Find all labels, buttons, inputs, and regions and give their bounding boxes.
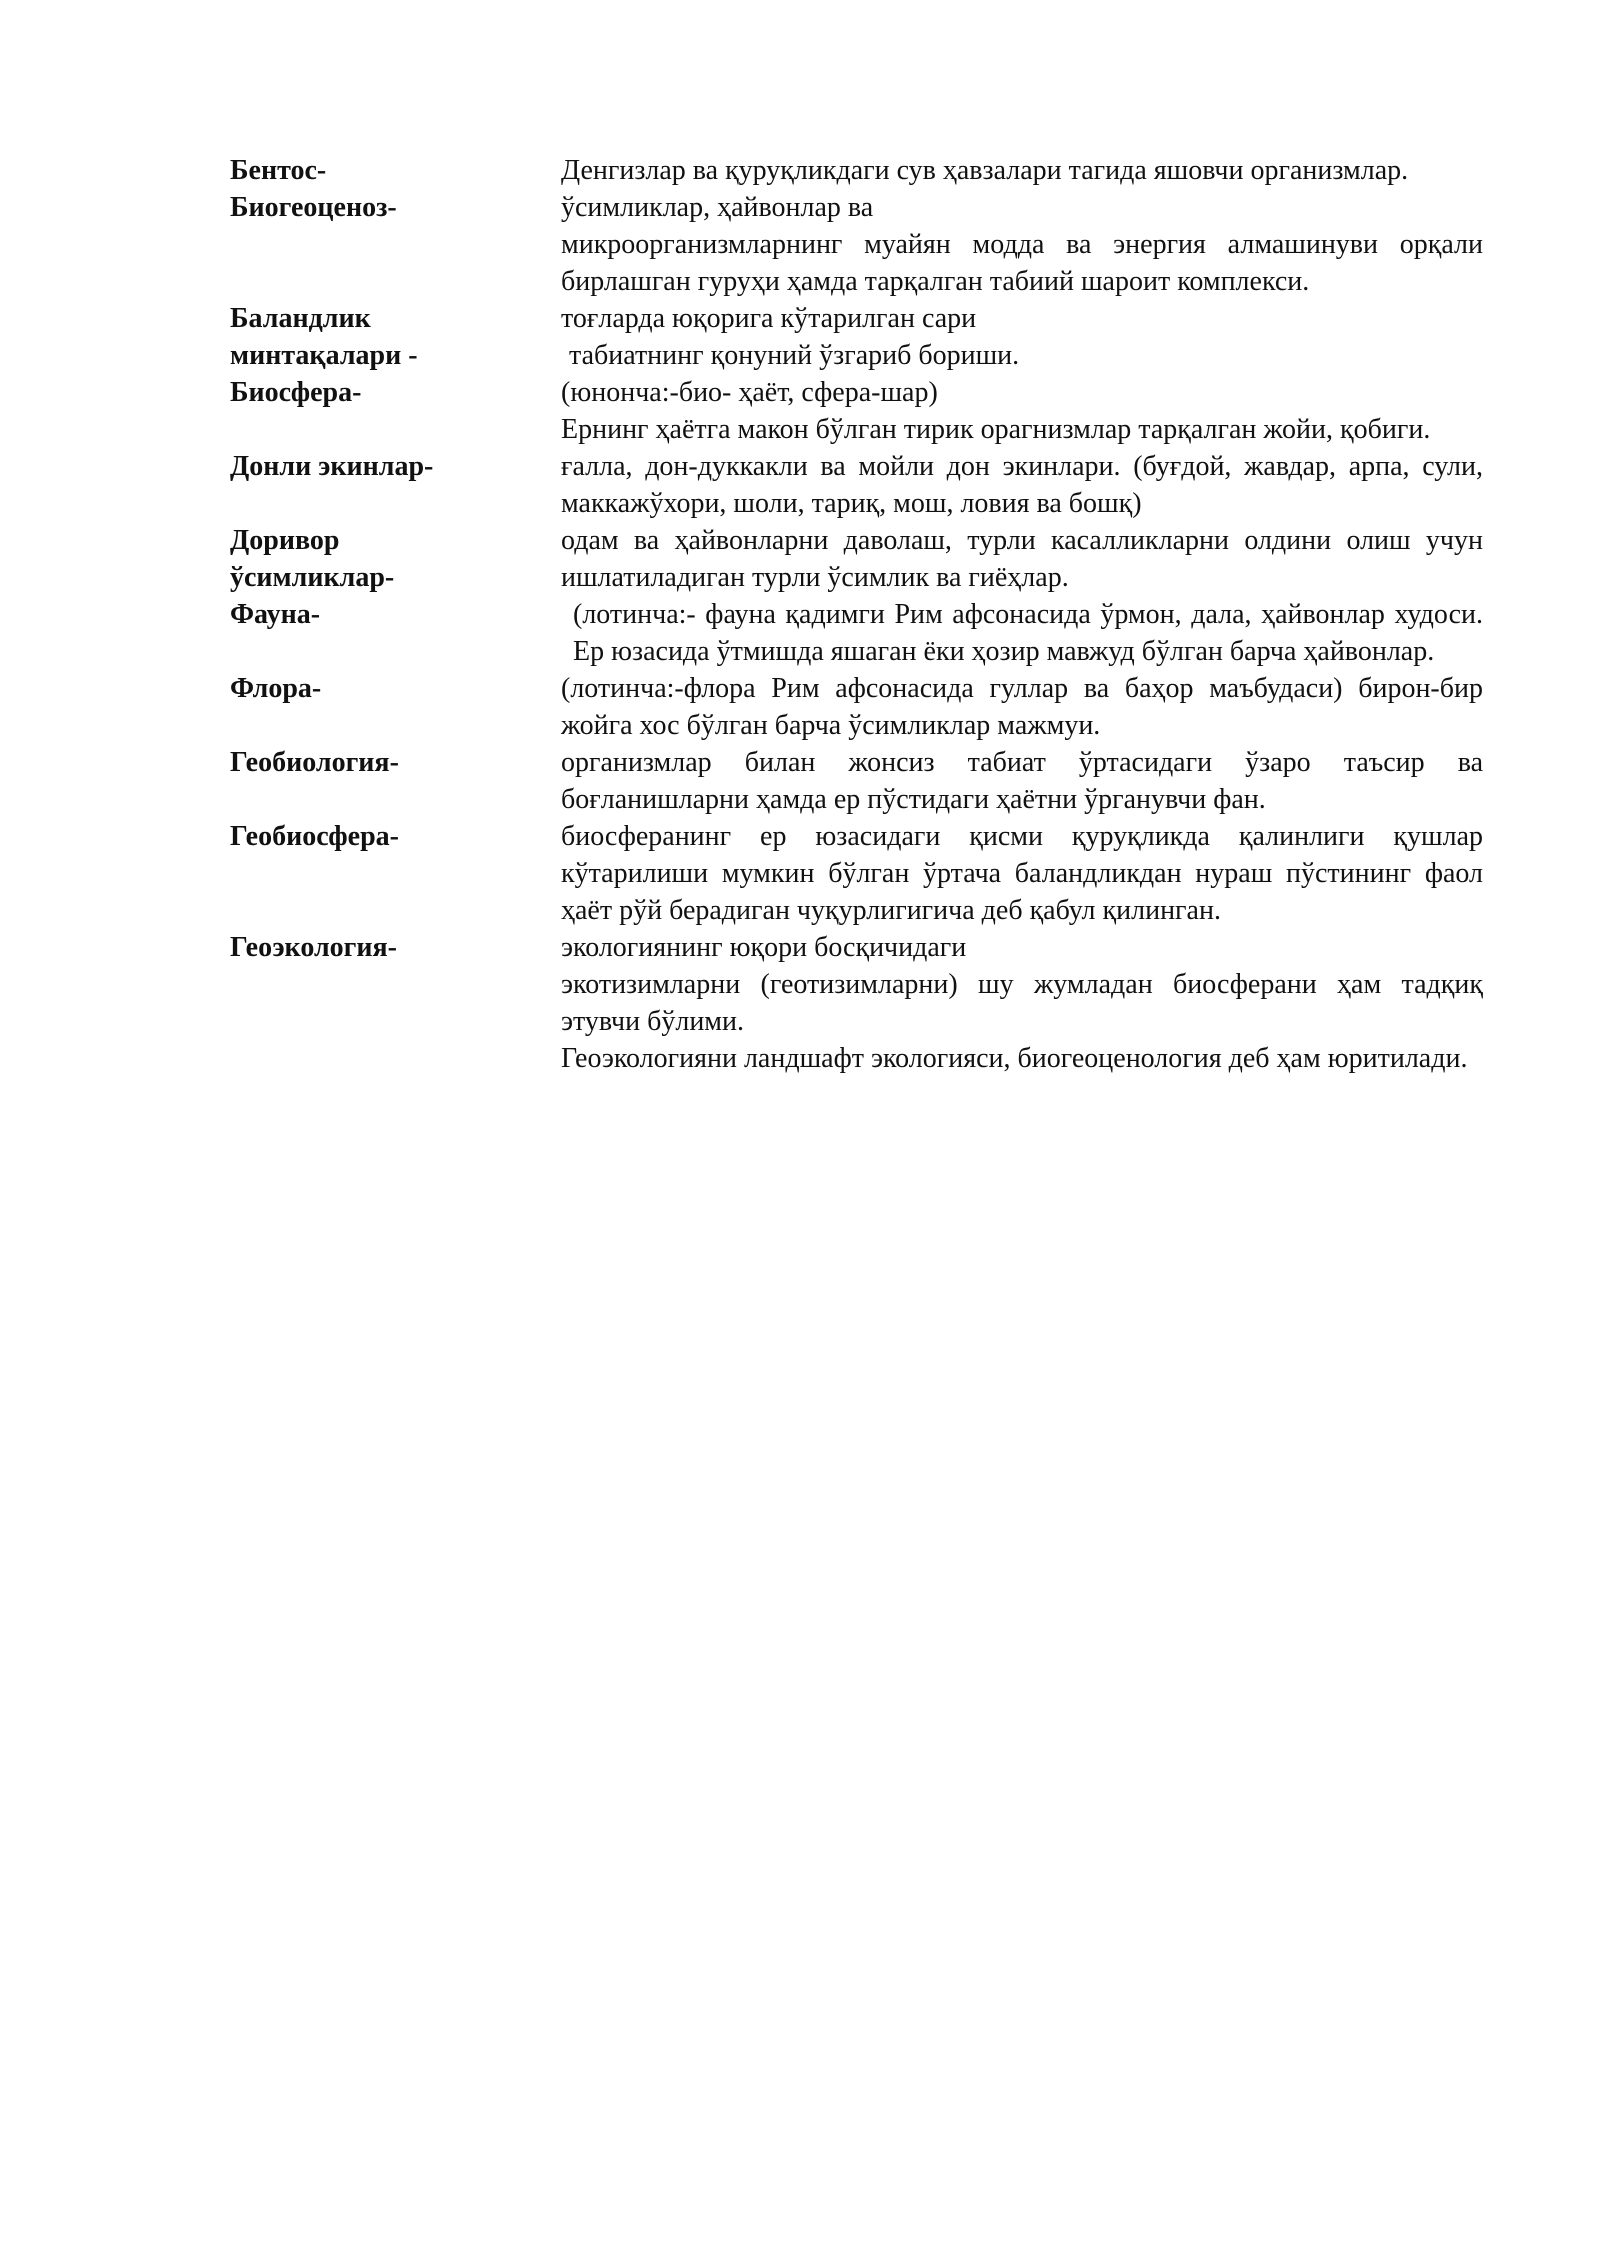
definition xyxy=(561,818,1483,929)
term-line: Баландлик xyxy=(230,303,371,334)
definition-line: биосферанинг ер юзасидаги қисми қуруқликда қалинлиги қушлар кўтарилиши мумкин бўлган ўртача баландликдан нураш пўстининг фаол ҳаёт рўй берадиган чуқурлигигича деб қабул қилинган. xyxy=(561,821,1483,926)
definition-line: (лотинча:- фауна қадимги Рим афсонасида ўрмон, дала, ҳайвонлар худоси. Ер юзасида ўтмишда яшаган ёки ҳозир мавжуд бўлган барча ҳайвонлар. xyxy=(573,599,1483,667)
term xyxy=(230,374,561,411)
definition xyxy=(561,670,1483,744)
definition xyxy=(561,152,1483,189)
glossary-entry xyxy=(230,300,1483,374)
definition-line: (юнонча:-био- ҳаёт, сфера-шар) xyxy=(561,377,938,408)
glossary-entry xyxy=(230,152,1483,189)
term-line: Биосфера- xyxy=(230,377,362,408)
term xyxy=(230,929,561,966)
definition xyxy=(561,522,1483,596)
definition-line: микроорганизмларнинг муайян модда ва энергия алмашинуви орқали бирлашган гуруҳи ҳамда тарқалган табиий шароит комплекси. xyxy=(561,229,1483,297)
term xyxy=(230,300,561,374)
definition-line: ўсимликлар, ҳайвонлар ва xyxy=(561,192,874,223)
term xyxy=(230,744,561,781)
term-line: Флора- xyxy=(230,673,322,704)
definition-line: организмлар билан жонсиз табиат ўртасидаги ўзаро таъсир ва боғланишларни ҳамда ер пўстидаги ҳаётни ўрганувчи фан. xyxy=(561,747,1483,815)
definition xyxy=(561,374,1483,448)
term xyxy=(230,522,561,596)
definition xyxy=(561,189,1483,300)
definition xyxy=(561,744,1483,818)
term-line: Биогеоценоз- xyxy=(230,192,397,223)
definition xyxy=(561,596,1483,670)
term xyxy=(230,818,561,855)
term xyxy=(230,448,561,485)
glossary-entry xyxy=(230,448,1483,522)
definition-line: Денгизлар ва қуруқликдаги сув ҳавзалари тагида яшовчи организмлар. xyxy=(561,155,1409,186)
definition-line: одам ва ҳайвонларни даволаш, турли касалликларни олдини олиш учун ишлатиладиган турли ўсимлик ва гиёҳлар. xyxy=(561,525,1483,593)
definition xyxy=(561,300,1483,374)
term xyxy=(230,152,561,189)
term xyxy=(230,670,561,707)
glossary-entry xyxy=(230,522,1483,596)
definition-line: тоғларда юқорига кўтарилган сари xyxy=(561,303,977,334)
definition-line: Геоэкологияни ландшафт экологияси, биогеоценология деб ҳам юритилади. xyxy=(561,1043,1468,1074)
glossary xyxy=(230,152,1483,1077)
term-line: Геобиология- xyxy=(230,747,399,778)
term-line: Доривор xyxy=(230,525,340,556)
definition-line: экологиянинг юқори босқичидаги xyxy=(561,932,967,963)
term-line: Бентос- xyxy=(230,155,327,186)
glossary-entry xyxy=(230,596,1483,670)
definition-line: экотизимларни (геотизимларни) шу жумладан биосферани ҳам тадқиқ этувчи бўлими. xyxy=(561,969,1483,1037)
definition-line: Ернинг ҳаётга макон бўлган тирик орагнизмлар тарқалган жойи, қобиги. xyxy=(561,414,1431,445)
definition-line: (лотинча:-флора Рим афсонасида гуллар ва баҳор маъбудаси) бирон-бир жойга хос бўлган барча ўсимликлар мажмуи. xyxy=(561,673,1483,741)
glossary-entry xyxy=(230,818,1483,929)
glossary-entry xyxy=(230,670,1483,744)
glossary-entry xyxy=(230,929,1483,1077)
definition xyxy=(561,448,1483,522)
definition xyxy=(561,929,1483,1077)
term-line: ўсимликлар- xyxy=(230,562,395,593)
term xyxy=(230,189,561,226)
term-line: минтақалари - xyxy=(230,340,418,371)
term-line: Геобиосфера- xyxy=(230,821,399,852)
glossary-entry xyxy=(230,189,1483,300)
term xyxy=(230,596,561,633)
term-line: Геоэкология- xyxy=(230,932,397,963)
definition-line: ғалла, дон-дуккакли ва мойли дон экинлари. (буғдой, жавдар, арпа, сули, маккажўхори, шоли, тариқ, мош, ловия ва бошқ) xyxy=(561,451,1483,519)
glossary-entry xyxy=(230,744,1483,818)
term-line: Фауна- xyxy=(230,599,321,630)
definition-line: табиатнинг қонуний ўзгариб бориши. xyxy=(569,340,1020,371)
glossary-entry xyxy=(230,374,1483,448)
term-line: Донли экинлар- xyxy=(230,451,434,482)
